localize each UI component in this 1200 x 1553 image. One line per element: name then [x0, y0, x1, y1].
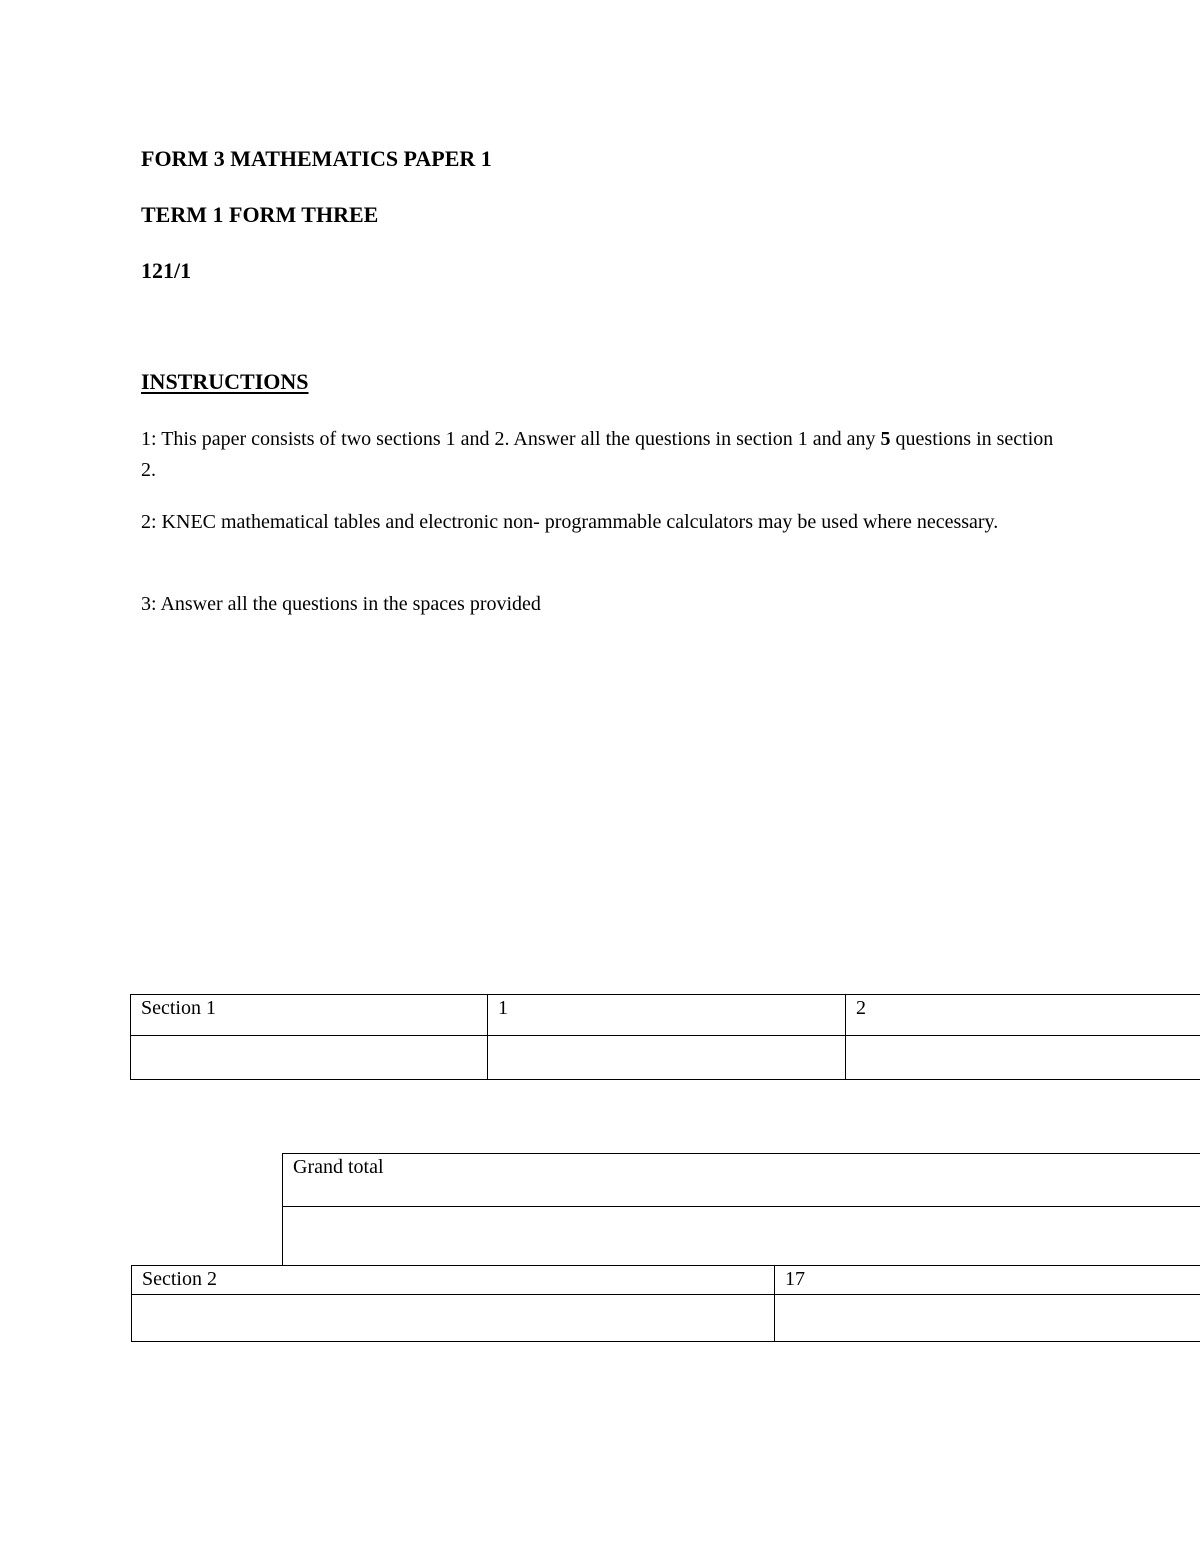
section-2-score-cell[interactable] [132, 1295, 775, 1342]
question-17-header-cell: 17 [775, 1266, 1200, 1295]
section-1-header-row [131, 995, 1200, 1036]
question-17-score-cell[interactable] [775, 1295, 1200, 1342]
section-2-label-cell: Section 2 [132, 1266, 775, 1295]
question-1-score-cell[interactable] [488, 1036, 846, 1080]
section-1-score-table [130, 994, 1200, 1080]
section-1-label-cell: Section 1 [131, 995, 488, 1036]
instruction-1 [141, 424, 1071, 486]
paper-code: 121/1 [141, 258, 192, 283]
section-2-score-table [131, 1265, 1200, 1342]
question-1-header-cell: 1 [488, 995, 846, 1036]
instruction-1-tail: questions in section 2. [141, 428, 1054, 481]
section-2-header-row [132, 1266, 1200, 1295]
instruction-3: 3: Answer all the questions in the spaces provided [141, 593, 541, 615]
instruction-1-count: 5 [880, 428, 891, 450]
grand-total-label-cell: Grand total [283, 1154, 1200, 1207]
grand-total-table [282, 1153, 1200, 1266]
section-1-score-cell[interactable] [131, 1036, 488, 1080]
paper-title: FORM 3 MATHEMATICS PAPER 1 [141, 146, 492, 171]
instruction-2: 2: KNEC mathematical tables and electronic non- programmable calculators may be used where necessary. [141, 511, 999, 533]
question-2-header-cell: 2 [846, 995, 1200, 1036]
grand-total-score-cell[interactable] [283, 1207, 1200, 1266]
grand-total-score-row [283, 1207, 1200, 1266]
section-2-score-row [132, 1295, 1200, 1342]
instruction-1-text: 1: This paper consists of two sections 1 and 2. Answer all the questions in section 1 and any [141, 428, 881, 450]
grand-total-header-row [283, 1154, 1200, 1207]
instructions-heading: INSTRUCTIONS [141, 369, 309, 394]
question-2-score-cell[interactable] [846, 1036, 1200, 1080]
section-1-score-row [131, 1036, 1200, 1080]
term-line: TERM 1 FORM THREE [141, 202, 379, 227]
